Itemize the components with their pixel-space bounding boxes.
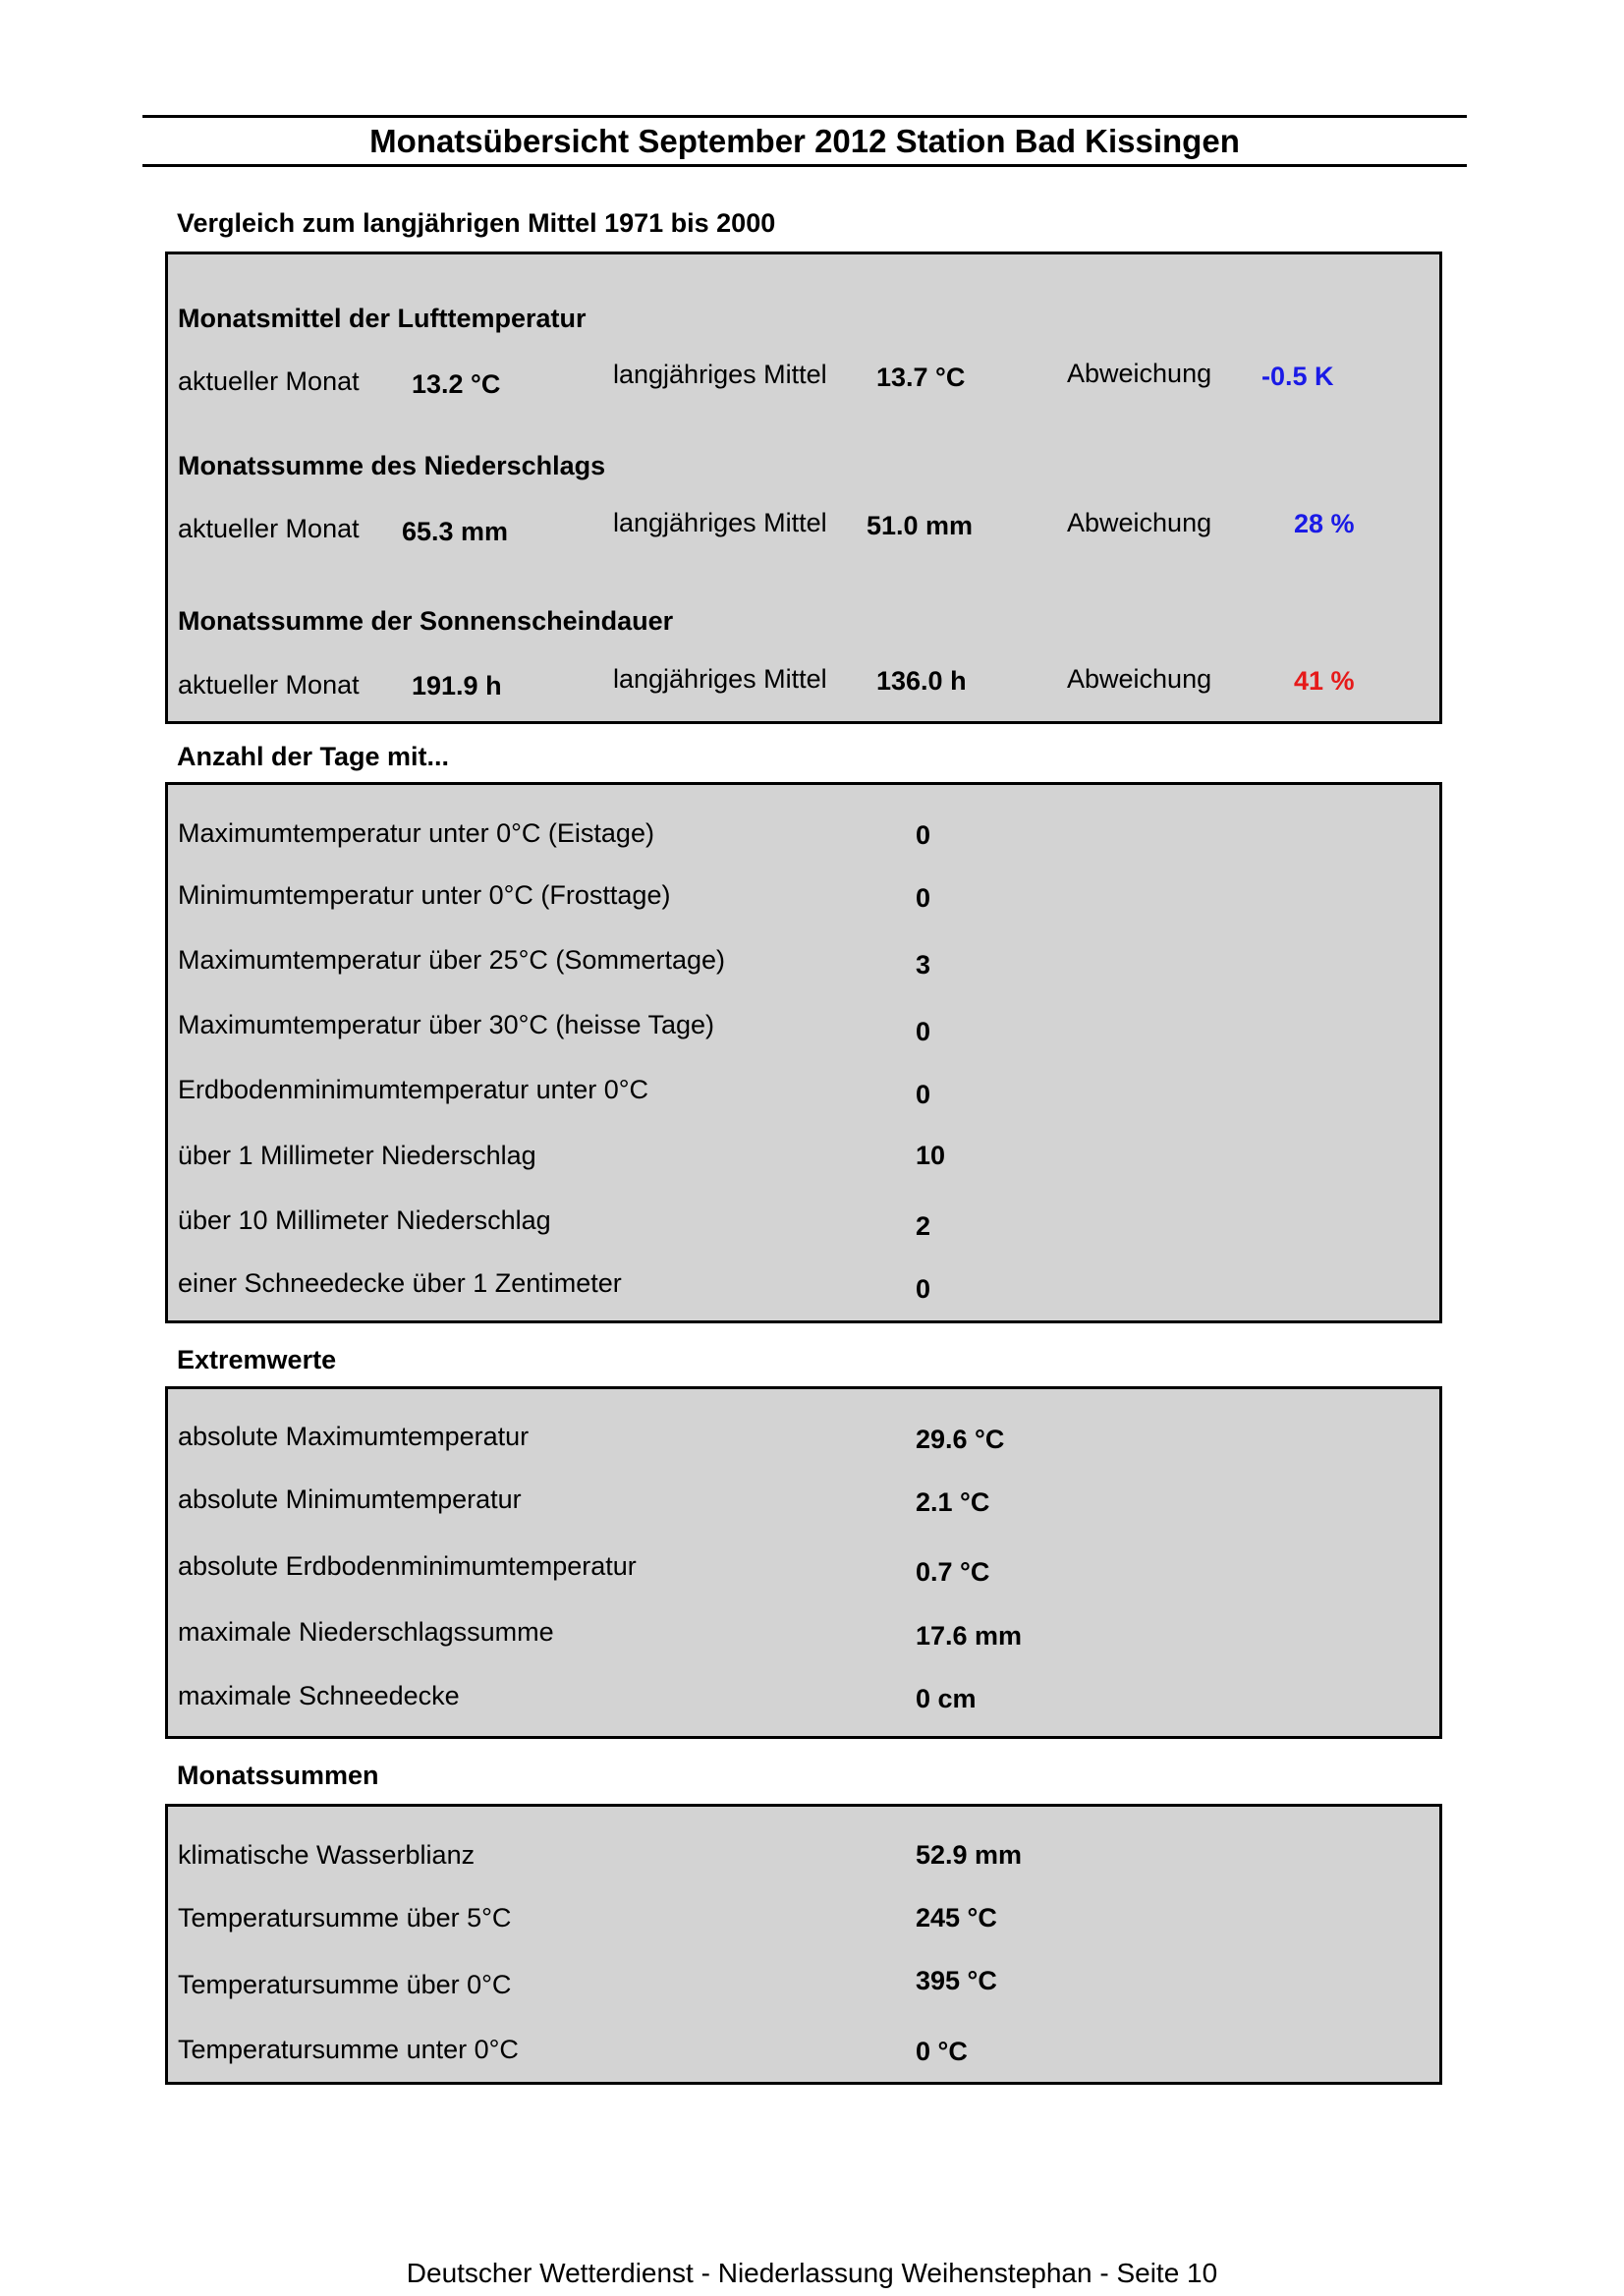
days-heading: Anzahl der Tage mit... (177, 742, 450, 771)
temperature-current-value: 13.2 °C (412, 369, 501, 399)
row-label: über 10 Millimeter Niederschlag (178, 1205, 551, 1235)
precipitation-mean-label: langjähriges Mittel (613, 508, 827, 537)
row-value: 0 (916, 1080, 931, 1109)
row-label: absolute Erdbodenminimumtemperatur (178, 1551, 637, 1581)
row-value: 10 (916, 1141, 946, 1170)
row-label: Maximumtemperatur über 30°C (heisse Tage) (178, 1010, 715, 1039)
precipitation-current-value: 65.3 mm (402, 517, 509, 546)
page-title: Monatsübersicht September 2012 Station Bad Kissingen (369, 123, 1240, 159)
comparison-heading: Vergleich zum langjährigen Mittel 1971 bis 2000 (177, 208, 776, 238)
sunshine-mean-label: langjähriges Mittel (613, 664, 827, 694)
row-value: 52.9 mm (916, 1840, 1023, 1870)
row-label: Maximumtemperatur über 25°C (Sommertage) (178, 945, 725, 975)
page-footer: Deutscher Wetterdienst - Niederlassung Weihenstephan - Seite 10 (406, 2258, 1218, 2288)
sunshine-current-value: 191.9 h (412, 671, 502, 700)
title-rule-bottom (142, 164, 1467, 167)
row-label: absolute Minimumtemperatur (178, 1484, 522, 1514)
row-value: 2 (916, 1211, 931, 1241)
row-value: 2.1 °C (916, 1487, 990, 1517)
precipitation-deviation-value: 28 % (1294, 509, 1355, 538)
precipitation-mean-value: 51.0 mm (867, 511, 974, 540)
row-value: 0 °C (916, 2037, 968, 2066)
row-value: 395 °C (916, 1966, 997, 1995)
extremes-box (165, 1386, 1442, 1739)
row-value: 0 (916, 1017, 931, 1046)
temperature-heading: Monatsmittel der Lufttemperatur (178, 304, 587, 333)
row-value: 0 (916, 883, 931, 913)
row-value: 0.7 °C (916, 1557, 990, 1587)
precipitation-heading: Monatssumme des Niederschlags (178, 451, 606, 480)
row-label: maximale Schneedecke (178, 1681, 460, 1710)
sums-box (165, 1804, 1442, 2085)
row-value: 0 (916, 1274, 931, 1304)
sunshine-heading: Monatssumme der Sonnenscheindauer (178, 606, 674, 636)
sums-heading: Monatssummen (177, 1761, 379, 1790)
temperature-mean-label: langjähriges Mittel (613, 360, 827, 389)
sunshine-mean-value: 136.0 h (876, 666, 967, 696)
row-label: Temperatursumme über 0°C (178, 1970, 512, 1999)
row-value: 3 (916, 950, 931, 980)
temperature-deviation-value: -0.5 K (1261, 362, 1334, 391)
row-value: 0 (916, 820, 931, 850)
row-value: 0 cm (916, 1684, 977, 1713)
row-label: Temperatursumme über 5°C (178, 1903, 512, 1932)
precipitation-current-label: aktueller Monat (178, 514, 360, 543)
sunshine-deviation-value: 41 % (1294, 666, 1355, 696)
row-label: Maximumtemperatur unter 0°C (Eistage) (178, 818, 654, 848)
temperature-deviation-label: Abweichung (1067, 359, 1212, 388)
row-value: 29.6 °C (916, 1425, 1005, 1454)
row-label: einer Schneedecke über 1 Zentimeter (178, 1268, 622, 1298)
temperature-mean-value: 13.7 °C (876, 363, 966, 392)
comparison-box (165, 252, 1442, 724)
row-label: Minimumtemperatur unter 0°C (Frosttage) (178, 880, 671, 910)
row-label: maximale Niederschlagssumme (178, 1617, 554, 1647)
temperature-current-label: aktueller Monat (178, 366, 360, 396)
sunshine-deviation-label: Abweichung (1067, 664, 1212, 694)
row-value: 245 °C (916, 1903, 997, 1932)
row-value: 17.6 mm (916, 1621, 1023, 1651)
row-label: Erdbodenminimumtemperatur unter 0°C (178, 1075, 649, 1104)
extremes-heading: Extremwerte (177, 1345, 337, 1374)
precipitation-deviation-label: Abweichung (1067, 508, 1212, 537)
title-rule-top (142, 115, 1467, 118)
days-box (165, 782, 1442, 1323)
row-label: absolute Maximumtemperatur (178, 1422, 530, 1451)
row-label: Temperatursumme unter 0°C (178, 2035, 519, 2064)
row-label: über 1 Millimeter Niederschlag (178, 1141, 536, 1170)
row-label: klimatische Wasserblianz (178, 1840, 476, 1870)
sunshine-current-label: aktueller Monat (178, 670, 360, 700)
